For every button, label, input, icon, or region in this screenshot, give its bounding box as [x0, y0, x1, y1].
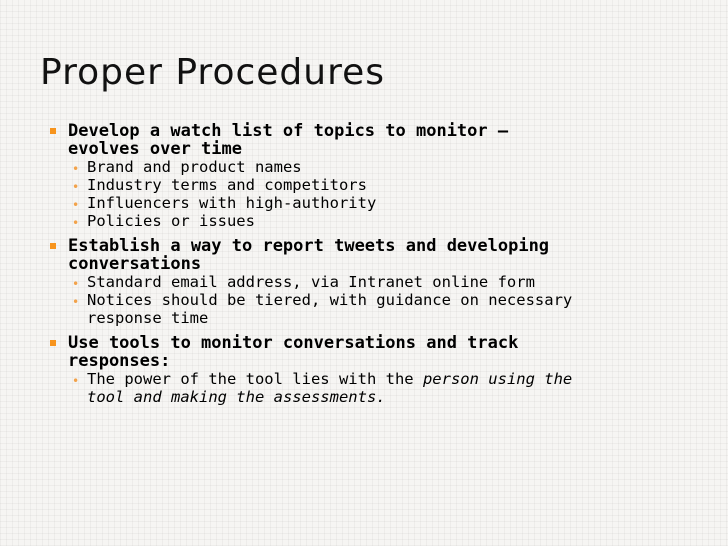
- bullet-text-line: evolves over time: [68, 139, 242, 159]
- bullet-text-line: Establish a way to report tweets and developing: [68, 236, 550, 256]
- sub-bullet: [68, 176, 668, 194]
- dot-bullet-icon: •: [72, 180, 80, 194]
- square-bullet-icon: [50, 340, 56, 346]
- dot-bullet-icon: •: [72, 162, 80, 176]
- dot-bullet-icon: •: [72, 277, 80, 291]
- sub-bullet-emphasis: person using the: [422, 370, 573, 388]
- bullet-text-line: Use tools to monitor conversations and track: [68, 333, 519, 353]
- sub-bullet-text-cont: response time: [87, 309, 209, 327]
- sub-bullet: [68, 212, 668, 230]
- bullet-list: [48, 122, 668, 413]
- sub-bullet: [68, 291, 668, 327]
- sub-bullet-list: [68, 158, 668, 230]
- sub-bullet-text: Standard email address, via Intranet online form: [87, 273, 535, 291]
- sub-bullet-emphasis: tool and making the assessments.: [87, 388, 386, 406]
- bullet-report-tweets: [48, 237, 668, 327]
- square-bullet-icon: [50, 243, 56, 249]
- sub-bullet: [68, 273, 668, 291]
- dot-bullet-icon: •: [72, 198, 80, 212]
- bullet-text-line: Develop a watch list of topics to monitor –: [68, 121, 509, 141]
- dot-bullet-icon: •: [72, 295, 80, 309]
- bullet-text-line: responses:: [68, 351, 171, 371]
- sub-bullet-list: [68, 370, 668, 406]
- sub-bullet: [68, 370, 668, 406]
- sub-bullet-text: Brand and product names: [87, 158, 302, 176]
- bullet-use-tools: [48, 334, 668, 406]
- sub-bullet-text: Policies or issues: [87, 212, 255, 230]
- sub-bullet-list: [68, 273, 668, 327]
- sub-bullet-text: Notices should be tiered, with guidance on necessary: [87, 291, 573, 309]
- sub-bullet-text: Influencers with high-authority: [87, 194, 377, 212]
- sub-bullet-text: The power of the tool lies with the: [87, 370, 423, 388]
- dot-bullet-icon: •: [72, 216, 80, 230]
- dot-bullet-icon: •: [72, 374, 80, 388]
- sub-bullet-text: Industry terms and competitors: [87, 176, 367, 194]
- bullet-watch-list: [48, 122, 668, 230]
- square-bullet-icon: [50, 128, 56, 134]
- sub-bullet: [68, 194, 668, 212]
- bullet-text-line: conversations: [68, 254, 202, 274]
- slide-title: Proper Procedures: [40, 52, 385, 93]
- sub-bullet: [68, 158, 668, 176]
